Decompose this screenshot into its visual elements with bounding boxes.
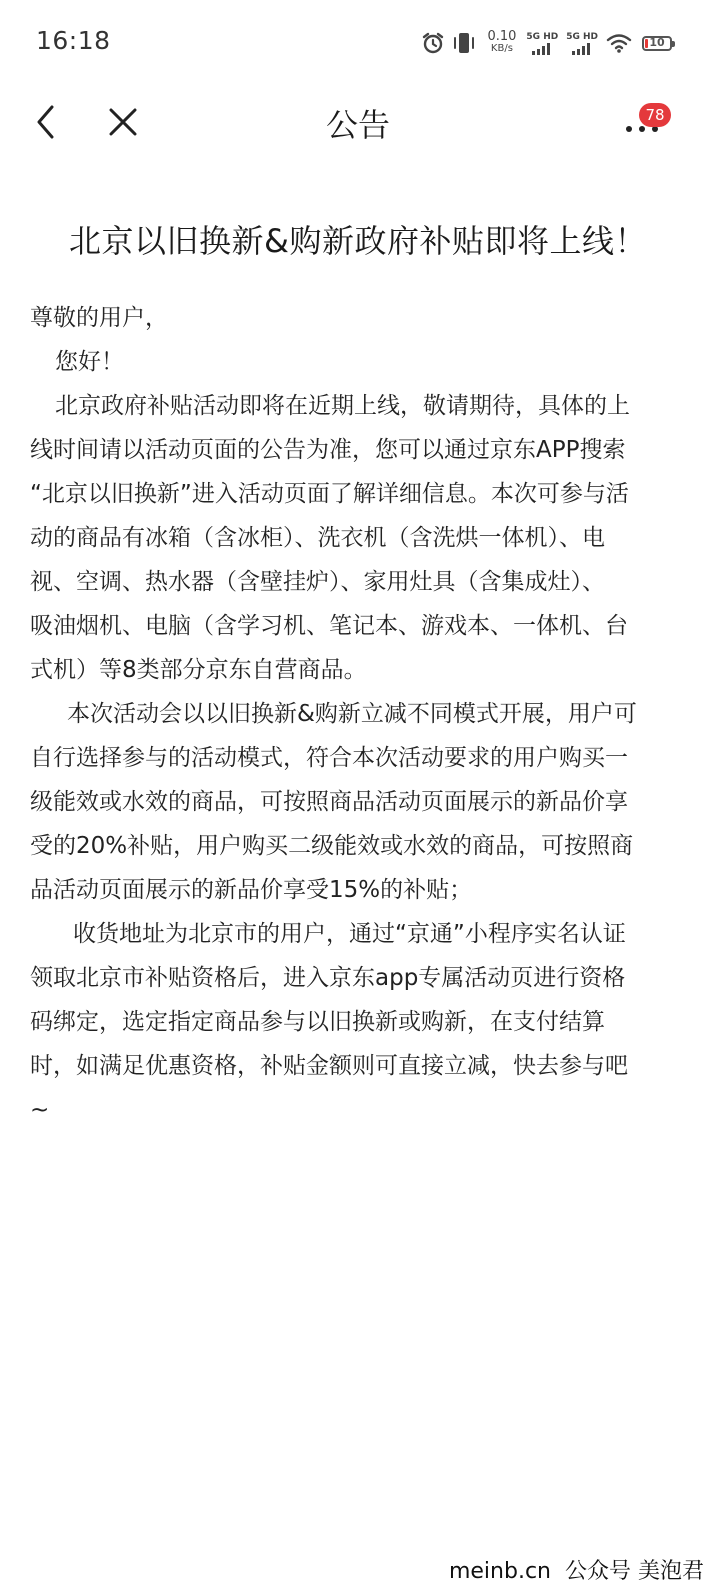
footer-watermark [449, 1554, 704, 1585]
article-line: 动的商品有冰箱（含冰柜）、洗衣机（含洗烘一体机）、电 [30, 525, 605, 551]
network-speed [487, 31, 516, 55]
footer-account: 公众号 美泡君 [565, 1559, 704, 1584]
status-bar [0, 0, 716, 86]
article-line: 时，如满足优惠资格，补贴金额则可直接立减，快去参与吧 [30, 1053, 628, 1079]
sim1-label: 5G HD [526, 31, 559, 42]
article-line: ~ [30, 1097, 50, 1123]
article-line: 您好！ [55, 349, 124, 375]
article-line: 吸油烟机、电脑（含学习机、笔记本、游戏本、一体机、台 [30, 613, 628, 639]
title-bar [0, 86, 716, 156]
back-button[interactable] [24, 100, 68, 144]
status-icons [421, 28, 672, 58]
article-line: 北京政府补贴活动即将在近期上线，敬请期待，具体的上 [55, 393, 630, 419]
wifi-icon [606, 32, 632, 54]
announcement-body [30, 296, 710, 1132]
sim2-signal-icon [566, 32, 598, 55]
article-line: 式机）等8类部分京东自营商品。 [30, 657, 367, 683]
battery-level: 10 [649, 35, 665, 49]
page-title: 公告 [325, 106, 390, 144]
article-line: 收货地址为北京市的用户，通过“京通”小程序实名认证 [73, 921, 626, 947]
article-line: 自行选择参与的活动模式，符合本次活动要求的用户购买一 [30, 745, 628, 771]
article-line: 视、空调、热水器（含壁挂炉）、家用灶具（含集成灶）、 [30, 569, 605, 595]
notification-badge: 78 [639, 103, 671, 127]
sim2-label: 5G HD [566, 31, 598, 42]
network-speed-value: 0.10 [487, 29, 517, 44]
close-icon [107, 106, 139, 138]
article-line: 领取北京市补贴资格后，进入京东app专属活动页进行资格 [30, 965, 626, 991]
vibrate-icon [451, 31, 477, 55]
article-line: 级能效或水效的商品，可按照商品活动页面展示的新品价享 [30, 789, 628, 815]
article-line: 线时间请以活动页面的公告为准，您可以通过京东APP搜索 [30, 437, 626, 463]
article-line: “北京以旧换新”进入活动页面了解详细信息。本次可参与活 [30, 481, 629, 507]
status-time: 16:18 [36, 26, 111, 55]
more-options-button[interactable] [622, 98, 676, 144]
article-line: 码绑定，选定指定商品参与以旧换新或购新，在支付结算 [30, 1009, 605, 1035]
sim1-signal-icon [526, 32, 558, 55]
article-line: 品活动页面展示的新品价享受15%的补贴； [30, 877, 473, 903]
footer-site: meinb.cn [448, 1559, 551, 1584]
article-line: 尊敬的用户， [30, 305, 168, 331]
battery-icon [642, 36, 672, 51]
network-speed-unit: KB/s [490, 43, 513, 54]
announcement-headline: 北京以旧换新&购新政府补贴即将上线！ [69, 222, 647, 260]
chevron-left-icon [34, 104, 58, 140]
article-line: 本次活动会以以旧换新&购新立减不同模式开展，用户可 [67, 701, 637, 727]
alarm-icon [421, 31, 445, 55]
article-line: 受的20%补贴，用户购买二级能效或水效的商品，可按照商 [30, 833, 634, 859]
close-button[interactable] [100, 100, 146, 144]
